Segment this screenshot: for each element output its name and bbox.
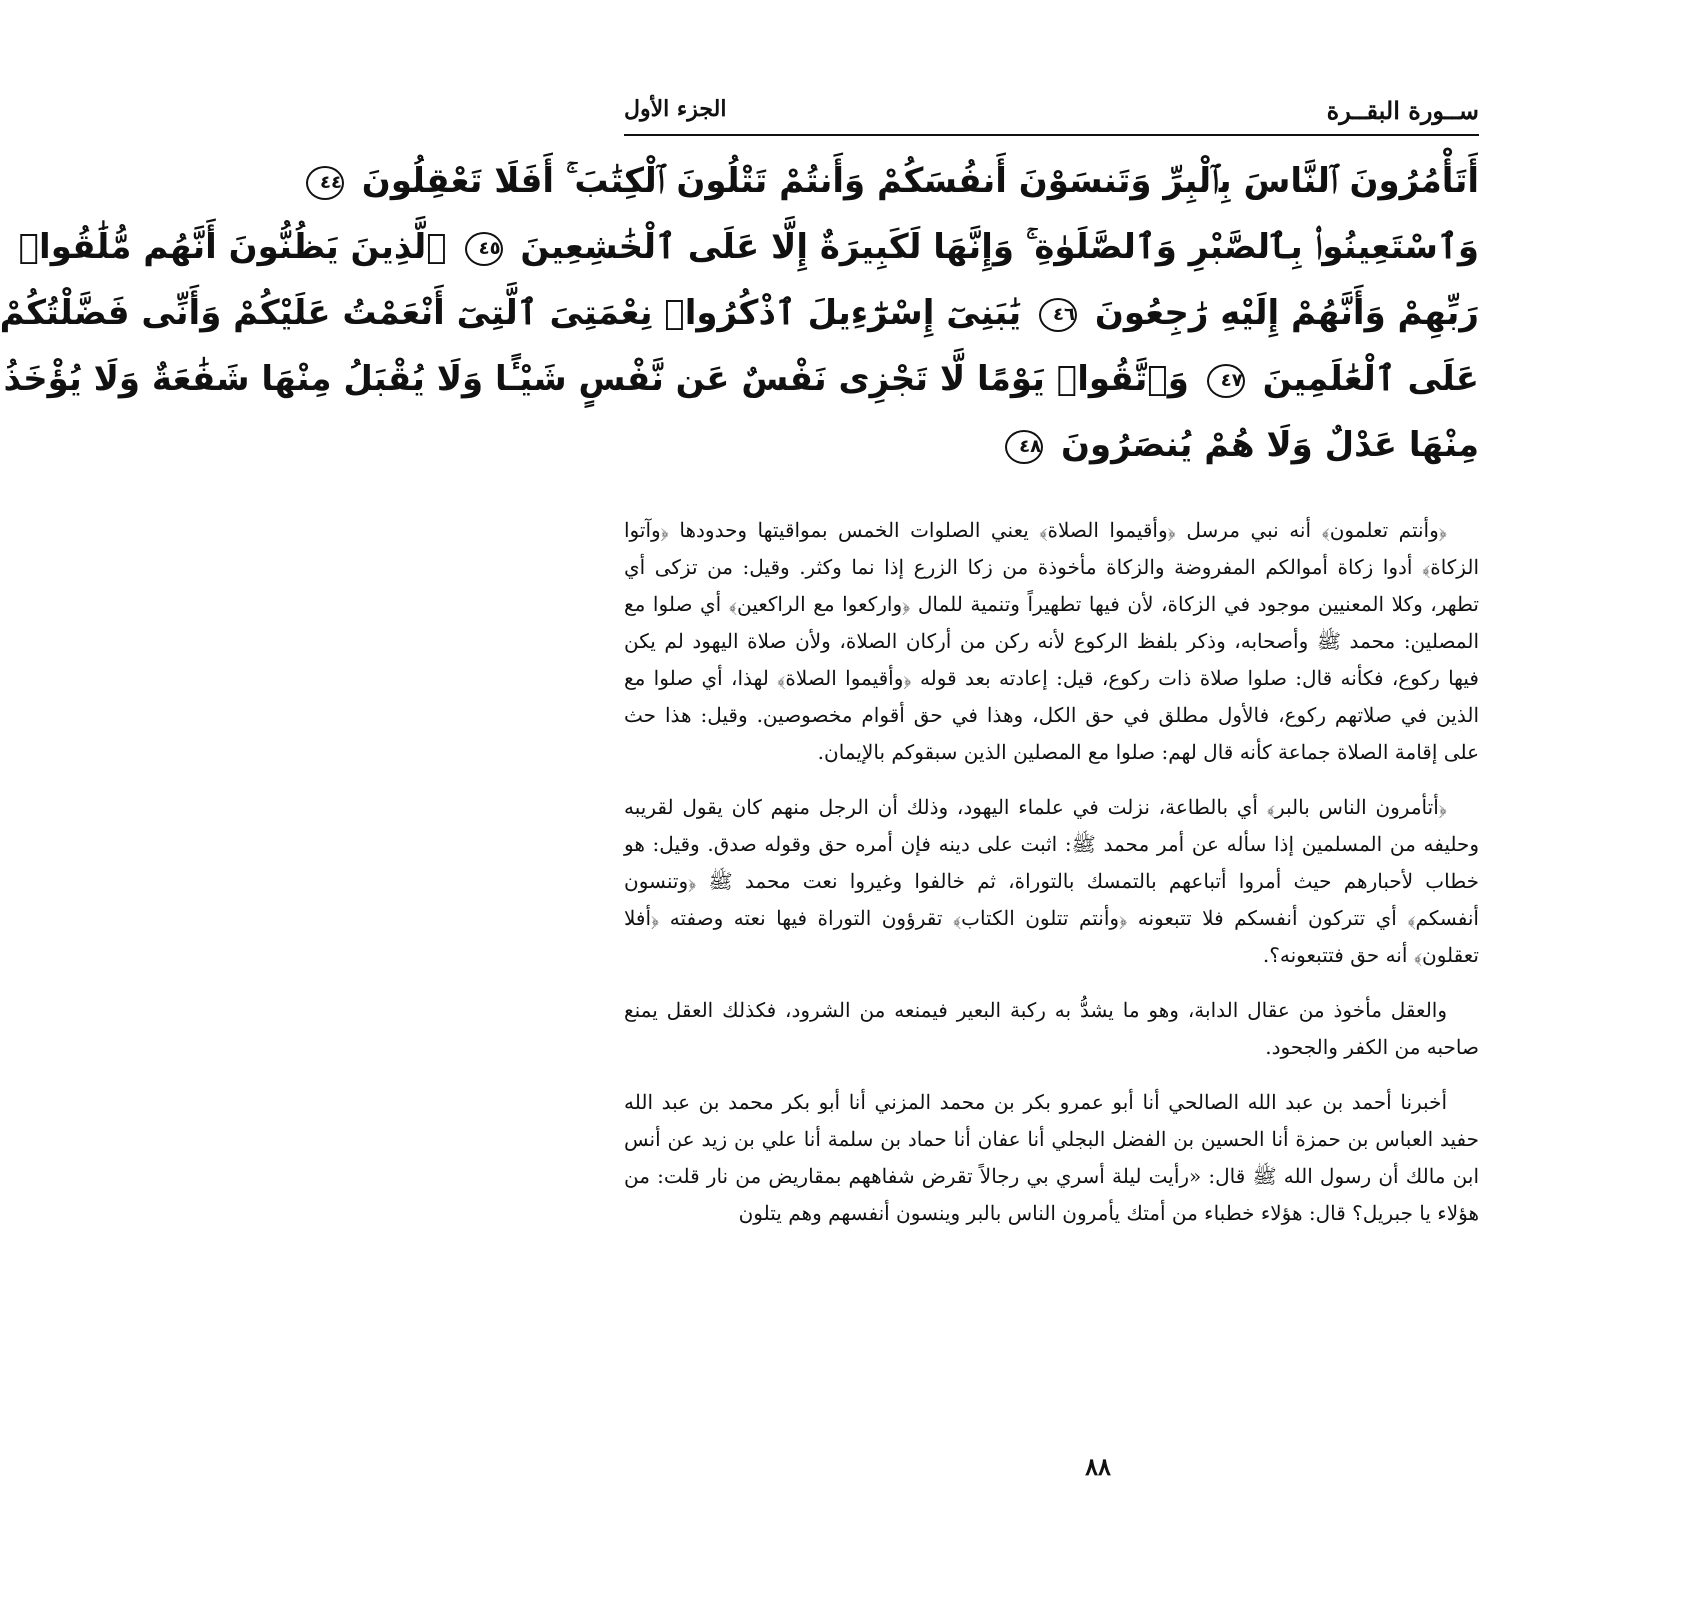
juz-title: الجزء الأول [624,96,727,122]
verse-text: وَٱسْتَعِينُوا۟ بِٱلصَّبْرِ وَٱلصَّلَوٰةِ ۚ وَإِنَّهَا لَكَبِيرَةٌ إِلَّا عَلَى ٱلْخَٰشِعِينَ [520,227,1479,267]
commentary-paragraph: ﴿وأنتم تعلمون﴾ أنه نبي مرسل ﴿وأقيموا الصلاة﴾ يعني الصلوات الخمس بمواقيتها وحدودها ﴿وآتوا الزكاة﴾ أدوا زكاة أموالكم المفروضة والزكاة مأخوذة من زكا الزرع إذا نما وكثر. وقيل: من تزكى أي تطهر، وكلا المعنيين موجود في الزكاة، لأن فيها تطهيراً وتنمية للمال ﴿واركعوا مع الراكعين﴾ أي صلوا مع المصلين: محمد ﷺ وأصحابه، وذكر بلفظ الركوع لأنه ركن من أركان الصلاة، ولأن صلاة اليهود لم يكن فيها ركوع، فكأنه قال: صلوا صلاة ذات ركوع، قيل: إعادته بعد قوله ﴿وأقيموا الصلاة﴾ لهذا، أي صلوا مع الذين في صلاتهم ركوع، فالأول مطلق في حق الكل، وهذا في حق أقوام مخصوصين. وقيل: هذا حث على إقامة الصلاة جماعة كأنه قال لهم: صلوا مع المصلين الذين سبقوكم بالإيمان. [624,518,1479,764]
verse-text: يَٰبَنِىٓ إِسْرَٰٓءِيلَ ٱذْكُرُوا۟ نِعْمَتِىَ ٱلَّتِىٓ أَنْعَمْتُ عَلَيْكُمْ وَأَنِّى فَضَّلْتُكُمْ [0,293,1022,333]
ayah-number-marker: ٤٦ [1039,298,1077,332]
verse-text: رَبِّهِمْ وَأَنَّهُمْ إِلَيْهِ رَٰجِعُونَ [1094,293,1479,333]
verse-line-3 [0,282,1479,344]
verse-text: مِنْهَا عَدْلٌ وَلَا هُمْ يُنصَرُونَ [1061,425,1479,465]
ayah-number-marker: ٤٧ [1207,364,1245,398]
verse-line-2 [18,216,1479,278]
page-number: ٨٨ [1085,1452,1111,1481]
verse-line-1 [319,150,1479,212]
ayah-number-marker: ٤٥ [465,232,503,266]
commentary-paragraph: ﴿أتأمرون الناس بالبر﴾ أي بالطاعة، نزلت في علماء اليهود، وذلك أن الرجل منهم كان يقول لقريبه وحليفه من المسلمين إذا سأله عن أمر محمد ﷺ: اثبت على دينه فإن أمره حق وقوله صدق. وقيل: هو خطاب لأحبارهم حيث أمروا أتباعهم بالتمسك بالتوراة، ثم خالفوا وغيروا نعت محمد ﷺ ﴿وتنسون أنفسكم﴾ أي تتركون أنفسكم فلا تتبعونه ﴿وأنتم تتلون الكتاب﴾ تقرؤون التوراة فيها نعته وصفته ﴿أفلا تعقلون﴾ أنه حق فتتبعونه؟. [624,795,1480,967]
verse-line-4 [3,348,1479,410]
tafsir-commentary [624,512,1479,1250]
verse-text: عَلَى ٱلْعَٰلَمِينَ [1262,359,1479,399]
surah-title: ســورة البقــرة [1326,96,1479,125]
verse-text: وَٱتَّقُوا۟ يَوْمًا لَّا تَجْزِى نَفْسٌ عَن نَّفْسٍ شَيْـًٔا وَلَا يُقْبَلُ مِنْهَا شَفَٰعَةٌ وَلَا يُؤْخَذُ [3,359,1189,399]
commentary-paragraph: أخبرنا أحمد بن عبد الله الصالحي أنا أبو عمرو بكر بن محمد المزني أنا أبو بكر محمد بن عبد الله حفيد العباس بن حمزة أنا الحسين بن الفضل البجلي أنا عفان أنا حماد بن سلمة أنا علي بن زيد عن أنس ابن مالك أن رسول الله ﷺ قال: «رأيت ليلة أسري بي رجالاً تقرض شفاههم بمقاريض من نار قلت: من هؤلاء يا جبريل؟ قال: هؤلاء خطباء من أمتك يأمرون الناس بالبر وينسون أنفسهم وهم يتلون [624,1090,1479,1225]
ayah-number-marker: ٤٤ [306,166,344,200]
quran-verses [0,150,1479,490]
verse-text: أَتَأْمُرُونَ ٱلنَّاسَ بِٱلْبِرِّ وَتَنسَوْنَ أَنفُسَكُمْ وَأَنتُمْ تَتْلُونَ ٱلْكِتَٰبَ ۚ أَفَلَا تَعْقِلُونَ [361,161,1479,201]
verse-text: ٱلَّذِينَ يَظُنُّونَ أَنَّهُم مُّلَٰقُوا۟ [18,227,447,267]
verse-line-5 [1019,414,1479,476]
header-rule [624,134,1479,136]
ayah-number-marker: ٤٨ [1005,430,1043,464]
page-header [624,96,1479,132]
commentary-paragraph: والعقل مأخوذ من عقال الدابة، وهو ما يشدُّ به ركبة البعير فيمنعه من الشرود، فكذلك العقل يمنع صاحبه من الكفر والجحود. [624,998,1479,1059]
